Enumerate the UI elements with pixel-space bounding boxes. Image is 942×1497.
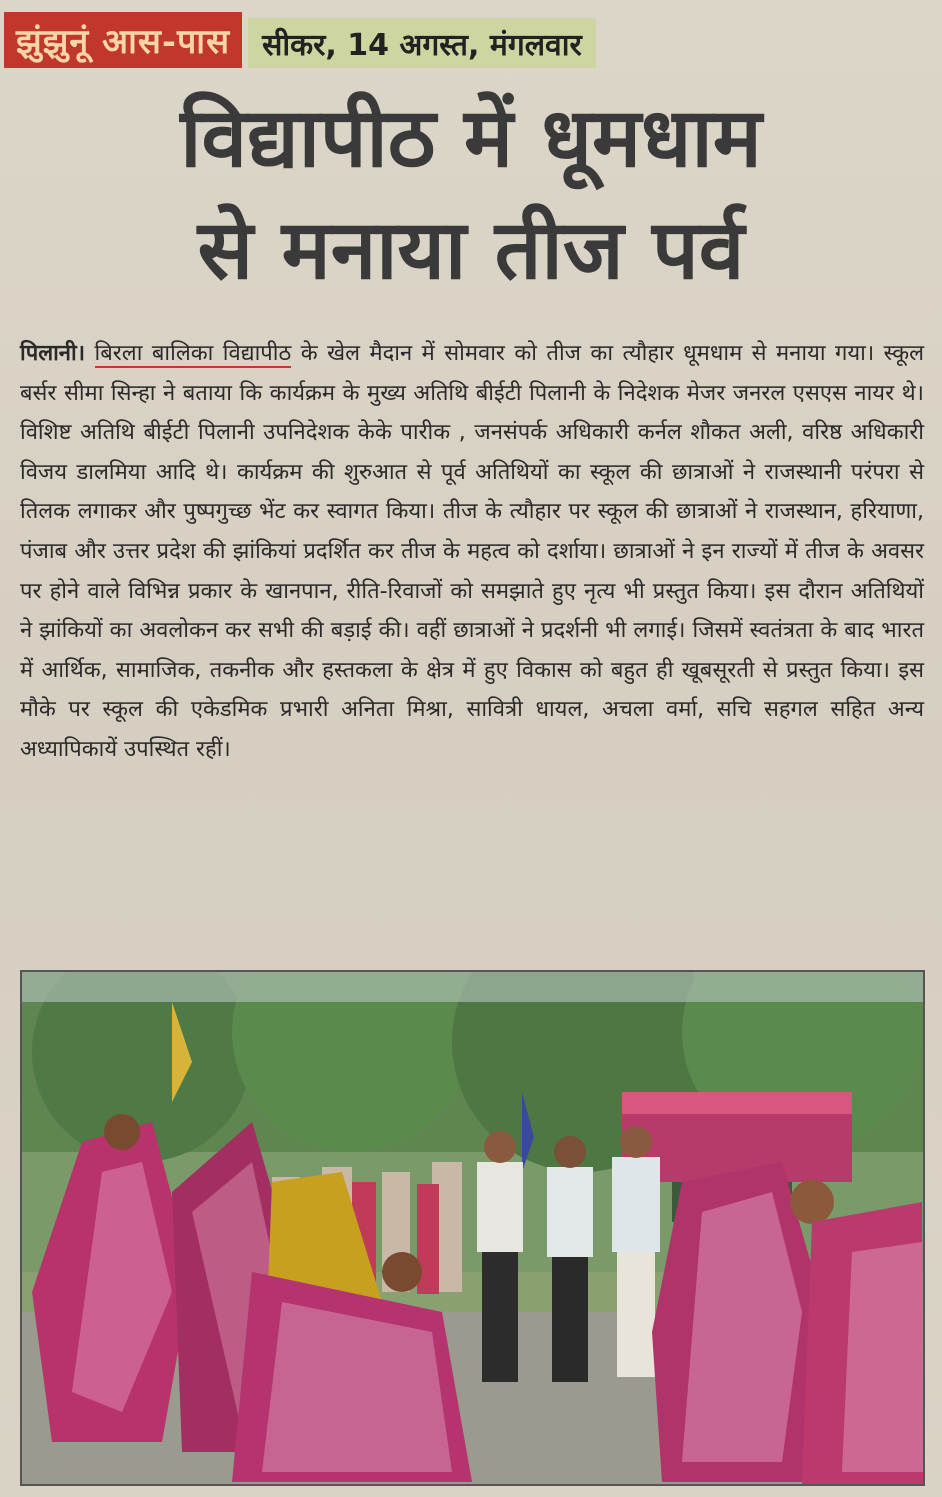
event-photo <box>20 970 925 1486</box>
article-text: के खेल मैदान में सोमवार को तीज का त्यौहार धूमधाम से मनाया गया। स्कूल बर्सर सीमा सिन्हा ने बताया कि कार्यक्रम के मुख्य अतिथि बीईटी पिलानी के निदेशक मेजर जनरल एसएस नायर थे। विशिष्ट अतिथि बीईटी पिलानी उपनिदेशक केके पारीक , जनसंपर्क अधिकारी कर्नल शौकत अली, वरिष्ठ अधिकारी विजय डालमिया आदि थे। कार्यक्रम की शुरुआत से पूर्व अतिथियों का स्कूल की छात्राओं ने राजस्थानी परंपरा से तिलक लगाकर और पुष्पगुच्छ भेंट कर स्वागत किया। तीज के त्यौहार पर स्कूल की छात्राओं ने राजस्थान, हरियाणा, पंजाब और उत्तर प्रदेश की झांकियां प्रदर्शित कर तीज के महत्व को दर्शाया। छात्राओं ने इन राज्यों में तीज के अवसर पर होने वाले विभिन्न प्रकार के खानपान, रीति-रिवाजों को समझाते हुए नृत्य भी प्रस्तुत किया। इस दौरान अतिथियों ने झांकियों का अवलोकन कर सभी की बड़ाई की। वहीं छात्राओं ने प्रदर्शनी भी लगाई। जिसमें स्वतंत्रता के बाद भारत में आर्थिक, सामाजिक, तकनीक और हस्तकला के क्षेत्र में हुए विकास को बहुत ही खूबसूरती से प्रस्तुत किया। इस मौके पर स्कूल की एकेडमिक प्रभारी अनिता मिश्रा, सावित्री धायल, अचला वर्मा, सचि सहगल सहित अन्य अध्यापिकायें उपस्थित रहीं। <box>20 341 924 762</box>
section-tag: झुंझुनूं आस-पास <box>4 12 242 68</box>
photo-illustration <box>22 972 923 1484</box>
headline <box>0 82 942 306</box>
article-body <box>20 334 924 770</box>
school-name: बिरला बालिका विद्यापीठ <box>94 341 292 366</box>
headline-line-2: से मनाया तीज पर्व <box>197 202 745 298</box>
headline-line-1: विद्यापीठ में धूमधाम <box>180 90 762 186</box>
page-header <box>4 12 596 68</box>
dateline: सीकर, 14 अगस्त, मंगलवार <box>248 18 596 68</box>
article-place: पिलानी। <box>20 341 86 366</box>
